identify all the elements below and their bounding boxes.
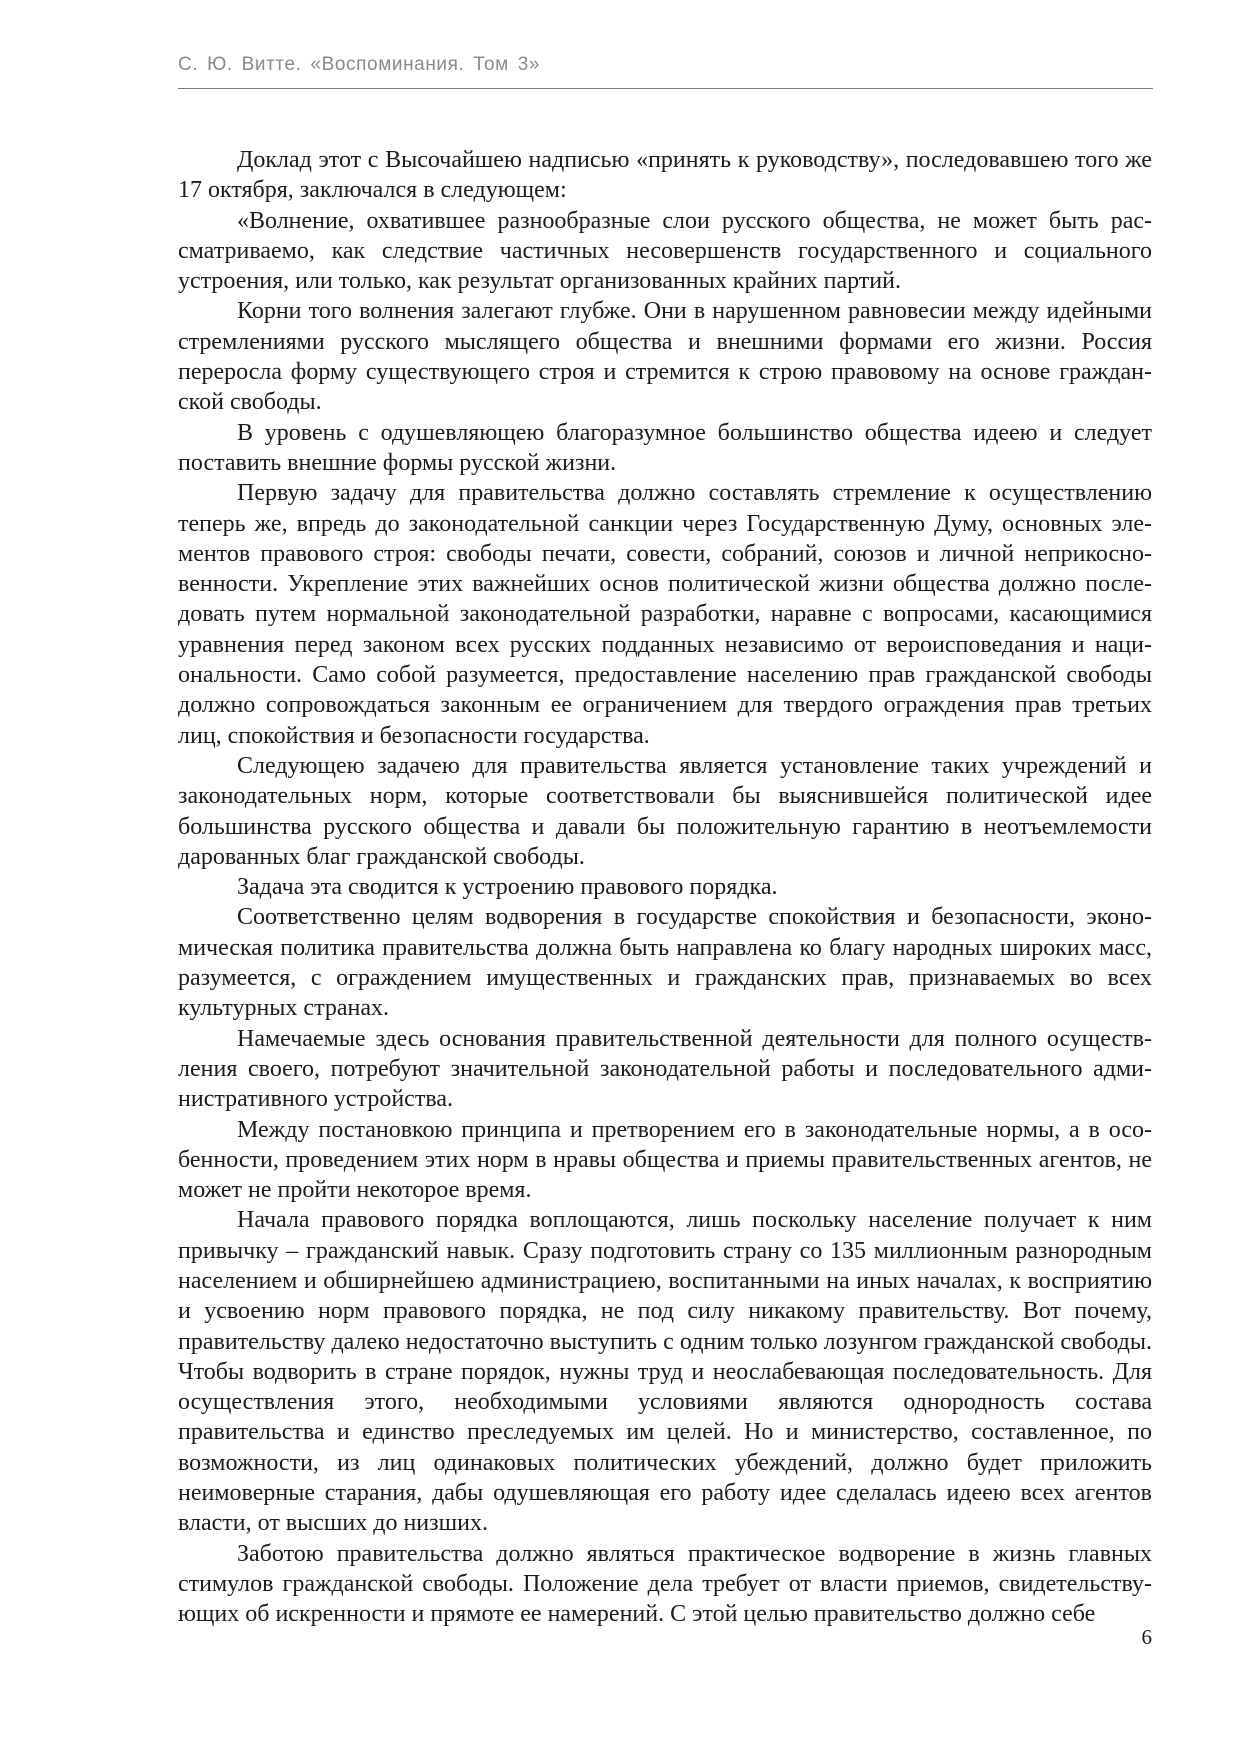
paragraph: «Волнение, охватившее разнообразные слои русского общества, не может быть рассматриваемо, как следствие частичных несовершенств государственного и социального устроения, или только, как результат организованных крайних партий. bbox=[178, 207, 1152, 295]
running-header: С. Ю. Витте. «Воспоминания. Том 3» bbox=[178, 54, 541, 75]
paragraph: Соответственно целям водворения в государстве спокойствия и безопасности, экономическая политика правительства должна быть направлена ко благу народных широких масс, разумеется, с ограждением имущественных и гражданских прав, признаваемых во всех культурных странах. bbox=[178, 904, 1152, 1022]
header-divider bbox=[178, 88, 1153, 89]
paragraph: Между постановкою принципа и претворением его в законодательные нормы, а в особенности, проведением этих норм в нравы общества и приемы правительственных агентов, не может не пройти некоторое время. bbox=[178, 1116, 1152, 1204]
paragraph: Задача эта сводится к устроению правового порядка. bbox=[237, 874, 778, 901]
paragraph: Начала правового порядка воплощаются, лишь поскольку население получает к ним привычку – гражданский навык. Сразу подготовить страну со 135 миллионным разнородным населением и обширнейшею администрациею, воспитанными на иных началах, к восприятию и усвоению норм правового порядка, не под силу никакому правительству. Вот почему, правительству далеко недостаточно выступить с одним только лозунгом гражданской свободы. Чтобы водворить в стране порядок, нужны труд и неослабевающая последовательность. Для осуществления этого, необходимыми условиями являются однородность состава правительства и единство преследуемых им целей. Но и министерство, составленное, по возможности, из лиц одинаковых политических убеждений, должно будет приложить неимоверные старания, дабы одушевляющая его работу идее сделалась идеею всех агентов власти, от высших до низших. bbox=[178, 1207, 1152, 1537]
paragraph: Доклад этот с Высочайшею надписью «принять к руководству», последовавшею того же 17 октября, заключался в следующем: bbox=[178, 147, 1152, 204]
paragraph: Намечаемые здесь основания правительственной деятельности для полного осуществления своего, потребуют значительной законодательной работы и последовательного административного устройства. bbox=[178, 1025, 1152, 1113]
paragraph: Заботою правительства должно являться практическое водворение в жизнь главных стимулов гражданской свободы. Положение дела требует от власти приемов, свидетельствующих об искренности и прямоте ее намерений. С этой целью правительство должно себе bbox=[178, 1540, 1152, 1628]
paragraph: В уровень с одушевляющею благоразумное большинство общества идеею и следует поставить внешние формы русской жизни. bbox=[178, 419, 1152, 476]
paragraph: Первую задачу для правительства должно составлять стремление к осуществлению теперь же, впредь до законодательной санкции через Государственную Думу, основных элементов правового строя: свободы печати, совести, собраний, союзов и личной неприкосновенности. Укрепление этих важнейших основ политической жизни общества должно последовать путем нормальной законодательной разработки, наравне с вопросами, касающимися уравнения перед законом всех русских подданных независимо от вероисповедания и национальности. Само собой разумеется, предоставление населению прав гражданской свободы должно сопровождаться законным ее ограничением для твердого ограждения прав третьих лиц, спокойствия и безопасности государства. bbox=[178, 480, 1152, 749]
paragraph: Следующею задачею для правительства является установление таких учреждений и законодательных норм, которые соответствовали бы выяснившейся политической идее большинства русского общества и давали бы положительную гарантию в неотъемлемости дарованных благ гражданской свободы. bbox=[178, 752, 1152, 870]
page-number: 6 bbox=[1141, 1625, 1152, 1649]
body-text bbox=[178, 145, 1152, 1630]
paragraph: Корни того волнения залегают глубже. Они в нарушенном равновесии между идейными стремлениями русского мыслящего общества и внешними формами его жизни. Россия переросла форму существующего строя и стремится к строю правовому на основе гражданской свободы. bbox=[178, 298, 1152, 416]
